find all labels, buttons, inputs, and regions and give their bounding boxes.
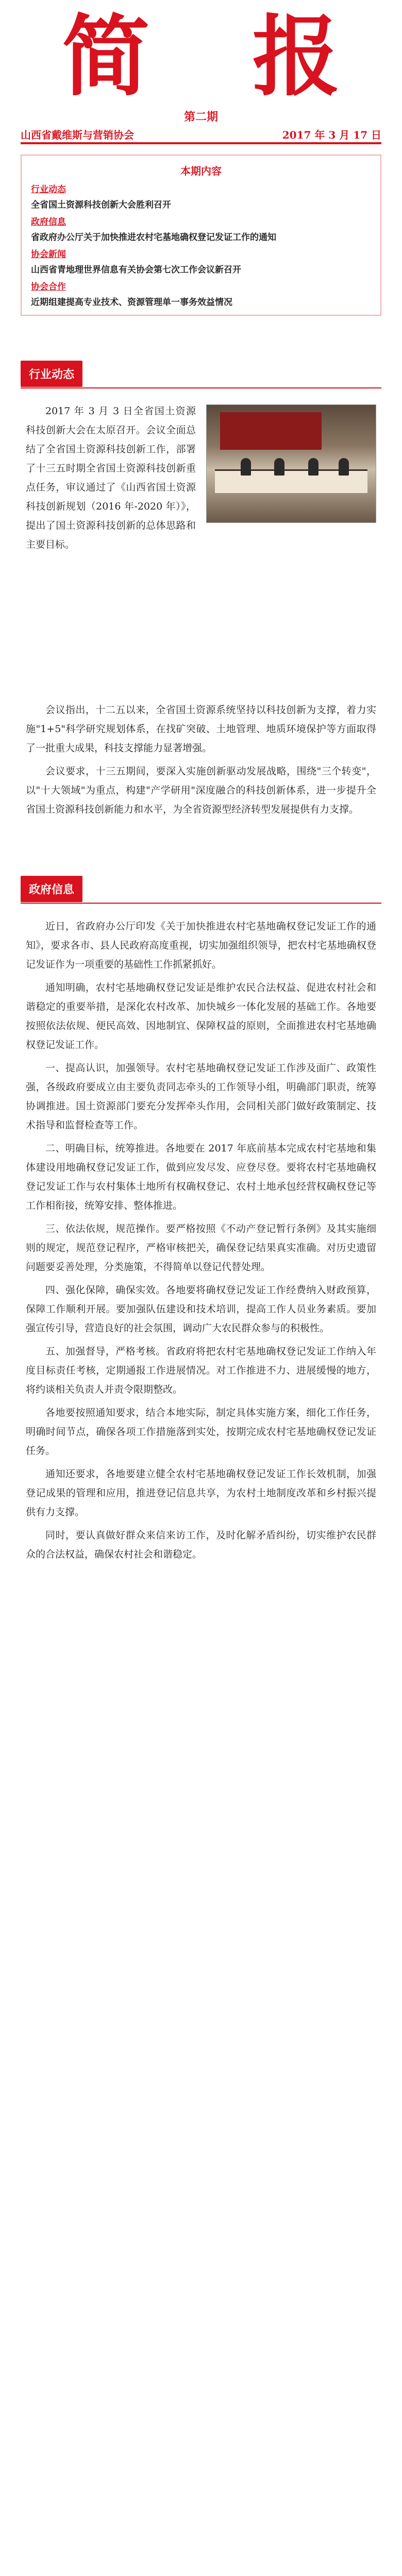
toc-item[interactable]: 山西省青地理世界信息有关协会第七次工作会议新召开 [31,265,241,275]
conference-photo [206,404,376,523]
masthead-title: 简 报 [62,5,376,108]
paragraph: 近日，省政府办公厅印发《关于加快推进农村宅基地确权登记发证工作的通知》，要求各市、县人民政府高度重视，切实加强组织领导，把农村宅基地确权登记发证作为一项重要的基础性工作抓紧抓好。 [26,921,376,970]
paragraph: 会议指出，十二五以来，全省国土资源系统坚持以科技创新为支撑，着力实施"1+5"科学研究规划体系，在找矿突破、土地管理、地质环境保护等方面取得了一批重大成果，科技支撑能力显著增强。 [26,704,376,754]
toc-section-industry[interactable]: 行业动态 [31,184,66,195]
toc-item[interactable]: 全省国土资源科技创新大会胜利召开 [31,200,171,210]
org-date-bar [21,124,381,145]
paragraph: 通知明确，农村宅基地确权登记发证是维护农民合法权益、促进农村社会和谐稳定的重要举措，是深化农村改革、加快城乡一体化发展的基础工作。各地要按照依法依规、便民高效、因地制宜、保障权益的原则，全面推进农村宅基地确权登记发证工作。 [26,982,376,1050]
section-rule [21,387,381,388]
table-of-contents [21,155,381,316]
paragraph: 各地要按照通知要求，结合本地实际，制定具体实施方案，细化工作任务，明确时间节点，确保各项工作措施落到实处，按期完成农村宅基地确权登记发证任务。 [26,1407,376,1456]
toc-section-coop[interactable]: 协会合作 [31,282,66,292]
industry-body [26,701,376,823]
paragraph: 通知还要求，各地要建立健全农村宅基地确权登记发证工作长效机制，加强登记成果的管理和应用，推进登记信息共享，为农村土地制度改革和乡村振兴提供有力支撑。 [26,1468,376,1518]
header-rule [21,142,381,144]
section-banner-industry: 行业动态 [21,361,82,387]
toc-item[interactable]: 省政府办公厅关于加快推进农村宅基地确权登记发证工作的通知 [31,232,276,243]
industry-intro [26,402,196,557]
paragraph: 同时，要认真做好群众来信来访工作，及时化解矛盾纠纷，切实维护农民群众的合法权益，确保农村社会和谐稳定。 [26,1530,376,1560]
paragraph: 三、依法依规，规范操作。要严格按照《不动产登记暂行条例》及其实施细则的规定，规范登记程序，严格审核把关，确保登记结果真实准确。对历史遗留问题要妥善处理，分类施策，不得简单以登记代替处理。 [26,1223,376,1273]
toc-item[interactable]: 近期组建提高专业技术、资源管理单一事务效益情况 [31,297,232,308]
paragraph: 2017 年 3 月 3 日全省国土资源科技创新大会在太原召开。会议全面总结了全省国土资源科技创新工作，部署了十三五时期全省国土资源科技创新重点任务，审议通过了《山西省国土资源科技创新规划（2016 年-2020 年）》，提出了国土资源科技创新的总体思路和主要目标。 [26,405,196,550]
paragraph: 二、明确目标，统筹推进。各地要在 2017 年底前基本完成农村宅基地和集体建设用地确权登记发证工作，做到应发尽发、应登尽登。要将农村宅基地确权登记发证工作与农村集体土地所有权确权登记、农村土地承包经营权确权登记等工作相衔接，统筹安排、整体推进。 [26,1143,376,1211]
paragraph: 五、加强督导，严格考核。省政府将把农村宅基地确权登记发证工作纳入年度目标责任考核，定期通报工作进展情况。对工作推进不力、进展缓慢的地方，将约谈相关负责人并责令限期整改。 [26,1346,376,1395]
paragraph: 会议要求，十三五期间，要深入实施创新驱动发展战略，围绕"三个转变"，以"十大领域"为重点，构建"产学研用"深度融合的科技创新体系，进一步提升全省国土资源科技创新能力和水平，为全省资源型经济转型发展提供有力支撑。 [26,766,376,815]
section-rule [21,903,381,904]
toc-section-news[interactable]: 协会新闻 [31,249,66,260]
toc-section-gov[interactable]: 政府信息 [31,217,66,227]
toc-title: 本期内容 [180,165,222,177]
org-name: 山西省戴维斯与营销协会 [21,129,134,141]
paragraph: 四、强化保障，确保实效。各地要将确权登记发证工作经费纳入财政预算，保障工作顺利开展。要加强队伍建设和技术培训，提高工作人员业务素质。要加强宣传引导，营造良好的社会氛围，调动广大农民群众参与的积极性。 [26,1284,376,1334]
issue-date: 2017 年 3 月 17 日 [282,129,381,141]
section-banner-gov: 政府信息 [21,876,82,902]
paragraph: 一、提高认识，加强领导。农村宅基地确权登记发证工作涉及面广、政策性强，各级政府要成立由主要负责同志牵头的工作领导小组，明确部门职责，统筹协调推进。国土资源部门要充分发挥牵头作用，会同相关部门做好政策制定、技术指导和监督检查等工作。 [26,1062,376,1131]
issue-number: 第二期 [183,110,218,124]
gov-body [26,917,376,1568]
